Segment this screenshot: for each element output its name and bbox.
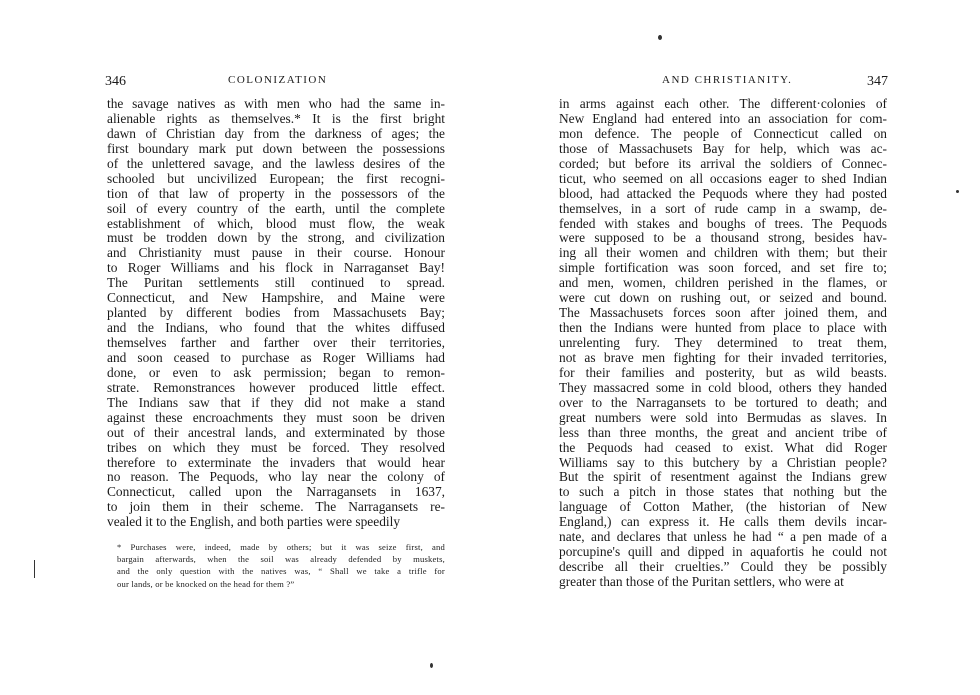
text-line: the Pequods had ceased to exist. What did Roger [559,440,887,455]
scan-speck [658,35,662,40]
text-line: of the unlettered savage, and the lawless desires of the [107,156,445,171]
text-line: over to the Narragansets to be tortured to death; and [559,395,887,410]
text-line: The Puritan settlements still continued to spread. [107,276,445,291]
text-line: vealed it to the English, and both parties were speedily [107,515,401,530]
text-line: describe all their cruelties.” Could they be possibly [559,560,887,575]
text-line: establishment of which, blood must flow, the weak [107,216,445,231]
right-page-number: 347 [867,74,888,89]
text-line: in arms against each other. The different·colonies of [559,97,887,111]
text-line: great numbers were sold into Bermudas as slaves. In [559,410,887,425]
text-line: to join them in their scheme. The Narragansets re- [107,500,445,515]
text-line: mon defence. The people of Connecticut called on [559,126,887,141]
text-line: the savage natives as with men who had the same in- [107,97,445,111]
text-line: simple fortification was soon forced, and set fire to; [559,261,887,276]
text-line: those of Massachusets Bay for help, which was ac- [559,141,887,156]
scan-speck [430,663,433,668]
text-line: England,) can express it. He calls them devils incar- [559,515,887,530]
left-footnote [117,541,445,590]
text-line: were supposed to be a thousand strong, besides hav- [559,231,887,246]
text-line: schooled but uncivilized European; the first recogni- [107,171,445,186]
text-line: Williams say to this butchery by a Christian people? [559,455,887,470]
right-body-text [559,97,887,590]
text-line: strate. Remonstrances however produced little effect. [107,380,445,395]
text-line: blood, had attacked the Pequods where they had posted [559,186,887,201]
text-line: corded; but before its arrival the soldiers of Connec- [559,156,887,171]
text-line: They massacred some in cold blood, others they handed [559,380,887,395]
text-line: themselves, in a sort of rude camp in a swamp, de- [559,201,887,216]
text-line: must be trodden down by the strong, and civilization [107,231,445,246]
text-line: first boundary mark put down between the possessions [107,141,445,156]
right-running-head: AND CHRISTIANITY. [662,74,793,86]
text-line: and the Indians, who found that the whites diffused [107,321,445,336]
text-line: therefore to exterminate the invaders that would hear [107,455,445,470]
text-line: done, or even to ask permission; began to remon- [107,365,445,380]
left-body-text [107,97,445,530]
text-line: our lands, or be knocked on the head for them ?” [117,578,295,589]
text-line: soil of every country of the earth, until the complete [107,201,445,216]
text-line: The Indians saw that if they did not make a stand [107,395,445,410]
text-line: Connecticut, and New Hampshire, and Maine were [107,291,445,306]
text-line: fended with stakes and boughs of trees. The Pequods [559,216,887,231]
text-line: less than three months, the great and ancient tribe of [559,425,887,440]
text-line: then the Indians were hunted from place to place with [559,321,887,336]
text-line: Connecticut, called upon the Narragansets in 1637, [107,485,445,500]
text-line: were cut down on rushing out, or seized and bound. [559,291,887,306]
text-line: language of Cotton Mather, (the historian of New [559,500,887,515]
text-line: to such a pitch in those states that nothing but the [559,485,887,500]
text-line: and soon ceased to purchase as Roger Williams had [107,350,445,365]
text-line: against these encroachments they must soon be driven [107,410,445,425]
text-line: ticut, who seemed on all occasions eager to shed Indian [559,171,887,186]
text-line: for their families and posterity, but as wild beasts. [559,365,887,380]
text-line: and Christianity must pause in their course. Honour [107,246,445,261]
right-page [490,0,980,695]
text-line: ing all their women and children with them; but their [559,246,887,261]
text-line: porcupine's quill and dipped in aquafortis he could not [559,545,887,560]
text-line: tribes on which they must be forced. They resolved [107,440,445,455]
text-line: planted by different bodies from Massachusets Bay; [107,306,445,321]
text-line: themselves farther and farther over their territories, [107,336,445,350]
text-line: unrelenting fury. They determined to treat them, [559,336,887,350]
text-line: The Massachusets forces soon after joined them, and [559,306,887,321]
text-line: no reason. The Pequods, who lay near the colony of [107,470,445,485]
text-line: bargain afterwards, when the soil was already defended by muskets, [117,554,445,565]
scan-line [34,560,35,578]
text-line: But the spirit of resentment against the Indians grew [559,470,887,485]
text-line: not as brave men fighting for their invaded territories, [559,350,887,365]
text-line: to Roger Williams and his flock in Narraganset Bay! [107,261,445,276]
text-line: nate, and declares that unless he had “ a pen made of a [559,530,887,545]
left-page-number: 346 [105,74,126,89]
text-line: alienable rights as themselves.* It is the first bright [107,111,445,126]
text-line: greater than those of the Puritan settlers, who were at [559,575,844,589]
text-line: and men, women, children perished in the flames, or [559,276,887,291]
text-line: New England had entered into an association for com- [559,111,887,126]
text-line: tion of that law of property in the possessors of the [107,186,445,201]
text-line: out of their ancestral lands, and exterminated by those [107,425,445,440]
left-running-head: COLONIZATION [228,74,328,86]
text-line: dawn of Christian day from the darkness of ages; the [107,126,445,141]
text-line: * Purchases were, indeed, made by others; but it was seize first, and [117,542,445,552]
scan-speck [956,190,959,193]
text-line: and the only question with the natives was, “ Shall we take a trifle for [117,566,445,577]
